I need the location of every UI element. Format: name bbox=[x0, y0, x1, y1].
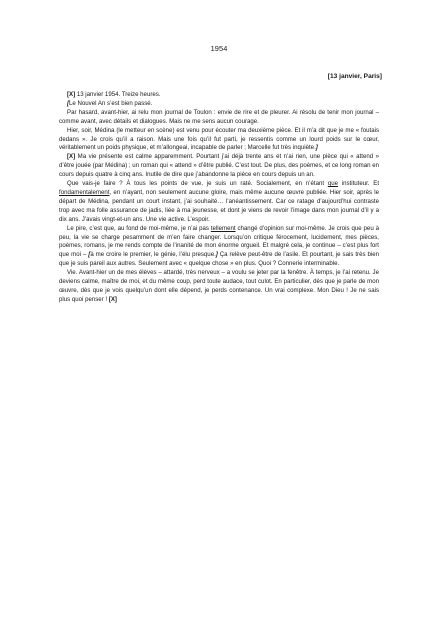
paragraph bbox=[59, 225, 379, 270]
text-run: Que vais-je faire ? À tous les points de vue, je suis un raté. Socialement, en n’étant bbox=[67, 180, 328, 188]
text-run: instituteur. Et bbox=[337, 180, 380, 188]
text-run: 13 janvier 1954. Treize heures. bbox=[75, 91, 161, 98]
text-run: changé d’opinion sur moi-même. Je crois que peu à peu, la vie se charge pesamment de m’en faire changer. Lorsqu’on critique férocement, lucidement, mes pièces, poèmes, romans, je me rends compte de l’inanité de mon énorme orgueil. Et malgré cela, je continue – c’est plus fort que moi – bbox=[59, 224, 380, 259]
text-run: à me croire le premier, le génie, l’élu presque. bbox=[90, 251, 216, 259]
text-run: Vie. Avant-hier un de mes élèves – attardé, très nerveux – a voulu se jeter par la fenêtre. À temps, je l’ai retenu. Je deviens calme, maître de moi, et du même coup, perd toute audace, tout culot. En particulier, dès que je parle de mon œuvre, dès que je vois quelqu’un dont elle dépend, je perds contenance. Un vrai complexe. Mon Dieu ! Je ne sais plus quoi penser ! bbox=[59, 269, 379, 303]
entry-dateline: [13 janvier, Paris] bbox=[327, 73, 382, 80]
paragraph bbox=[59, 109, 379, 127]
text-run: Ma vie présente est calme apparemment. Pourtant j’ai déjà trente ans et n’ai rien, une pièce qui « attend » d’être jouée (par Médina) ; un roman qui « attend » d’être publié. C’est tout. De plus, des poèmes, et ce long roman en cours depuis quatre à cinq ans. Inutile de dire que j’abandonne la pièce en cours depuis un an. bbox=[59, 153, 379, 179]
page-year-heading: 1954 bbox=[210, 44, 228, 53]
text-run: Hier, soir, Médina (le metteur en scène) est venu pour écouter ma deuxième pièce. Et il m’a dit que je me « foutais dedans ». Je crois qu’il a raison. Mais une fois qu’il fut parti, je ressentis comme un lourd poids sur le cœur, véritablement un poids physique, et m’allongeai, incapable de parler ; Marcelle fut très inquiète. bbox=[59, 126, 379, 152]
text-run: , en n’ayant, non seulement aucune gloire, mais même aucune œuvre publiée. Hier soir, après le départ de Médina, pendant un court instant, j’ai souhaité… l’anéantissement. Car ce ratage d’aujourd’hui contraste trop avec ma folle assurance de jadis, liée à ma jeunesse, et dont je viens de revoir l’image dans mon journal d’il y a dix ans. J’avais vingt-et-un ans. Une vie active. L’espoir. bbox=[59, 188, 379, 223]
paragraph bbox=[59, 100, 379, 109]
text-run: [X] bbox=[108, 295, 117, 303]
text-run: que bbox=[327, 180, 338, 188]
text-run: fondamentalement bbox=[59, 188, 110, 196]
text-run: ] bbox=[215, 251, 218, 259]
text-run: Par hasard, avant-hier, ai relu mon journal de Toulon : envie de rire et de pleurer. Ai résolu de tenir mon journal – comme avant, avec détails et dialogues. Mais ne me sens aucun courage. bbox=[59, 108, 379, 125]
text-run: Le Nouvel An s’est bien passé. bbox=[69, 99, 153, 107]
text-run: Ça relève peut-être de l’asile. Et pourtant, je sais très bien que je suis pareil aux autres. Seulement avec « quelque chose » en plus. Quoi ? Connerie interminable. bbox=[59, 251, 379, 268]
journal-entry-body bbox=[59, 91, 379, 305]
text-run: [X] bbox=[67, 91, 76, 98]
text-run: ] bbox=[315, 144, 318, 152]
text-run: [X] bbox=[67, 153, 76, 161]
paragraph bbox=[59, 269, 379, 305]
text-run: tellement bbox=[210, 224, 236, 232]
paragraph bbox=[59, 180, 379, 225]
paragraph bbox=[59, 91, 379, 100]
text-run: [ bbox=[67, 99, 70, 107]
text-run: [ bbox=[88, 251, 91, 259]
paragraph bbox=[59, 153, 379, 180]
paragraph bbox=[59, 127, 379, 154]
text-run: Le pire, c’est que, au fond de moi-même, je n’ai pas bbox=[67, 224, 211, 232]
